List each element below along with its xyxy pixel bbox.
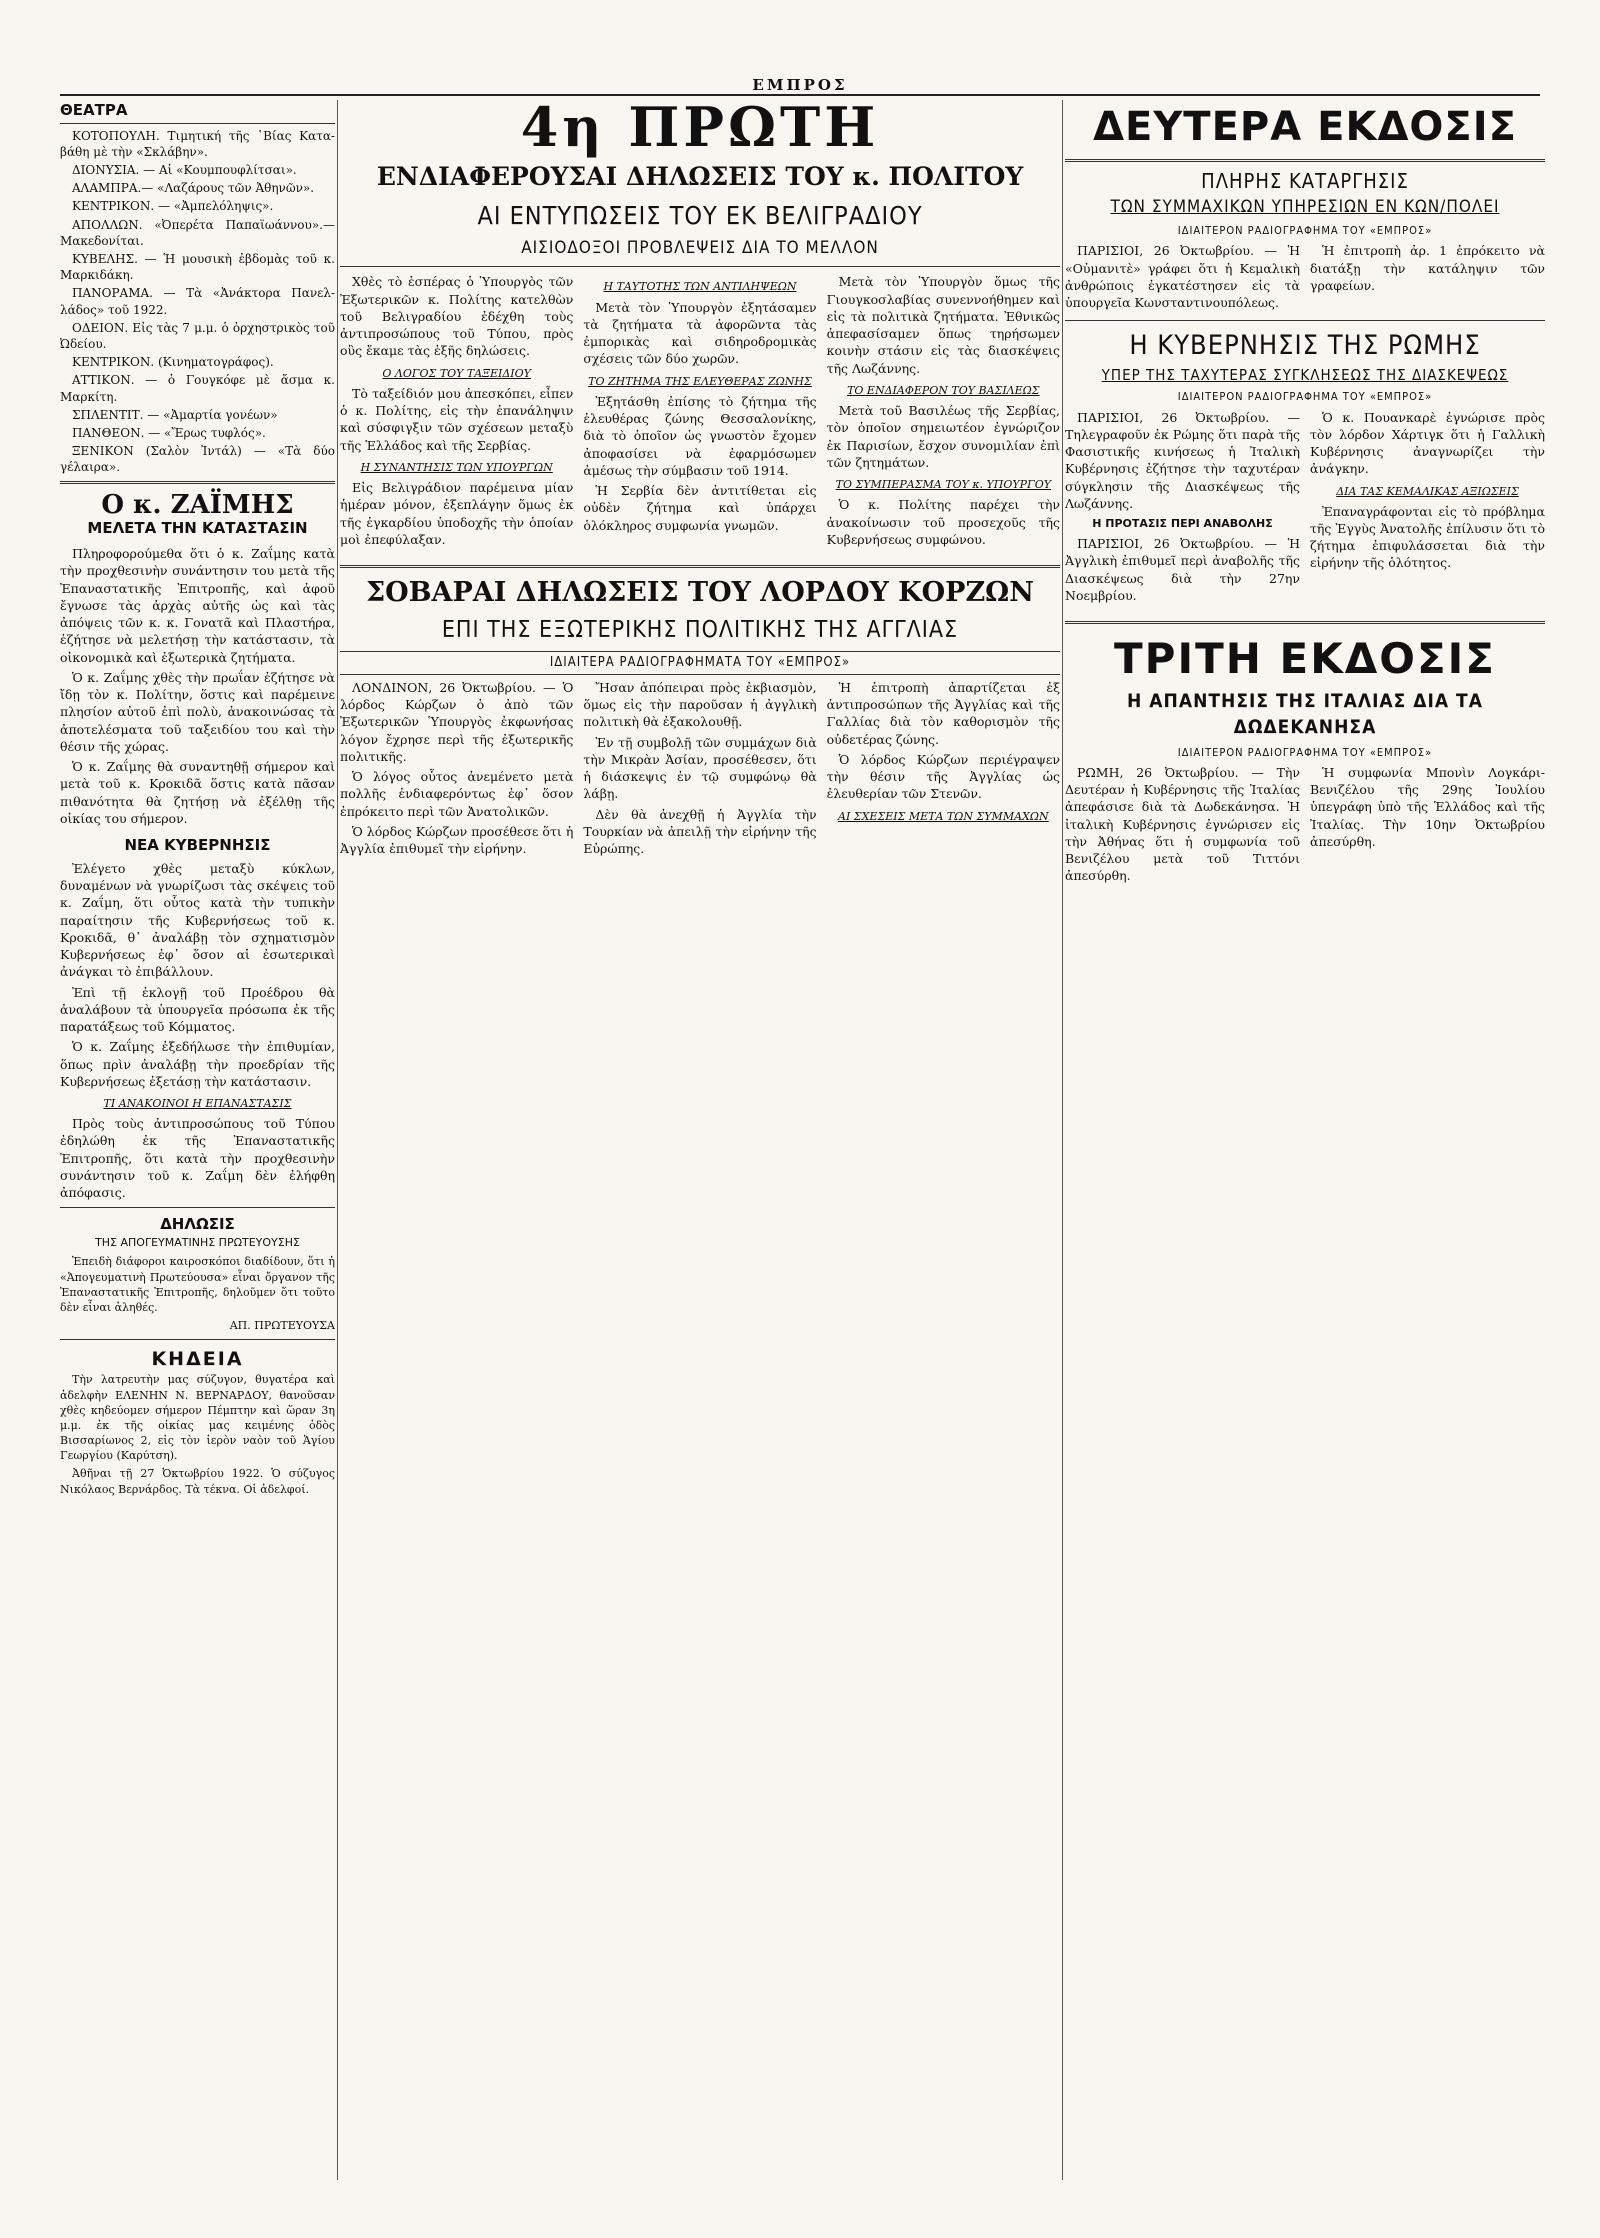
article-paragraph: Εἰς Βελιγράδιον παρέμεινα μίαν ἡμέραν μόνον, ἐξεπλάγην ὅμως ἐκ τῆς ἐγκαρδίου ὑποδοχῆς τὴν ὁποίαν μοὶ ἐπεφύλαξαν. bbox=[340, 480, 574, 547]
article-paragraph: ΠΑΡΙΣΙΟΙ, 26 Ὀκτωβρίου. — Ἡ Ἀγγλικὴ ἐπιθυμεῖ περὶ ἀναβολῆς τῆς Διασκέψεως διὰ τὴν 27ην Νοεμβρίου. bbox=[1065, 536, 1300, 603]
theatre-line: ΠΑΝΘΕΟΝ. — «Ἔρως τυφλός». bbox=[72, 425, 266, 440]
article-paragraph: Ἐπὶ τῇ ἐκλογῇ τοῦ Προέδρου θὰ ἀναλάβουν τὰ ὑπουργεῖα πρόσωπα ἐκ τῆς παρατάξεως τοῦ Κόμματος. bbox=[60, 984, 335, 1035]
notice-subheading: ΤΗΣ ΑΠΟΓΕΥΜΑΤΙΝΗΣ ΠΡΩΤΕΥΟΥΣΗΣ bbox=[95, 1236, 300, 1250]
article-columns bbox=[1065, 242, 1545, 314]
article-paragraph: Ὁ κ. Ζαΐμης ἐξεδήλωσε τὴν ἐπιθυμίαν, ὅπως πρὶν ἀναλάβῃ τὴν προεδρίαν τῆς Κυβερνήσεως ἐξετάσῃ τὴν κατάστασιν. bbox=[60, 1039, 335, 1089]
article-paragraph: Ἐν τῇ συμβολῇ τῶν συμμάχων διὰ τὴν Μικρὰν Ἀσίαν, προσέθεσεν, ὅτι ἡ διάσκεψις ἐν τῷ συμφώνῳ θὰ λάβῃ. bbox=[583, 734, 817, 802]
edition-banner: 4η ΠΡΩΤΗ bbox=[520, 100, 880, 159]
section-heading: ΔΙΑ ΤΑΣ ΚΕΜΑΛΙΚΑΣ ΑΞΙΩΣΕΙΣ bbox=[1336, 484, 1519, 498]
subheadline: ΤΩΝ ΣΥΜΜΑΧΙΚΩΝ ΥΠΗΡΕΣΙΩΝ ΕΝ ΚΩΝ/ΠΟΛΕΙ bbox=[1110, 196, 1500, 217]
section-heading: Η ΤΑΥΤΟΤΗΣ ΤΩΝ ΑΝΤΙΛΗΨΕΩΝ bbox=[603, 280, 797, 294]
article-paragraph: Ὁ λόγος οὗτος ἀνεμένετο μετὰ πολλῆς ἐνδιαφερόντως ἐφ᾽ ὅσον ἐπρόκειτο περὶ τῶν Ἀνατολικῶν. bbox=[340, 769, 574, 819]
theatre-line: ΞΕΝΙΚΟΝ (Σαλὸν Ἰντάλ) — «Τὰ δύο γέλαιρα». bbox=[60, 444, 335, 475]
article-paragraph: Μετὰ τοῦ Βασιλέως τῆς Σερβίας, τὸν ὁποῖον σημειωτέον ἐγνώριζον ἐκ Παρισίων, ἔσχον συνομιλίαν ἐπὶ τῶν ζητημάτων. bbox=[826, 403, 1060, 470]
article-paragraph: ΠΑΡΙΣΙΟΙ, 26 Ὀκτωβρίου. — Ἡ «Οὐμανιτὲ» γράφει ὅτι ἡ Κεμαλικὴ ἀνθρώποις ἐγκατέστησεν εἰς τὰ ὑπουργεῖα Κωνσταντινουπόλεως. bbox=[1065, 243, 1300, 311]
subheadline: ΜΕΛΕΤΑ ΤΗΝ ΚΑΤΑΣΤΑΣΙΝ bbox=[87, 519, 308, 538]
article-paragraph: Ἡ Σερβία δὲν ἀντιτίθεται εἰς οὐδὲν ζήτημα καὶ ὑπάρχει ὁλόκληρος συμφωνία γνωμῶν. bbox=[583, 483, 817, 533]
section-heading: Η ΠΡΟΤΑΣΙΣ ΠΕΡΙ ΑΝΑΒΟΛΗΣ bbox=[1092, 517, 1273, 531]
article-paragraph: Τὸ ταξείδιόν μου ἀπεσκόπει, εἶπεν ὁ κ. Πολίτης, εἰς τὴν ἐπανάληψιν καὶ σύσφιγξιν τῶν σχέσεων μεταξὺ τῆς Ἑλλάδος καὶ τῆς Σερβίας. bbox=[340, 385, 574, 453]
divider bbox=[340, 266, 1060, 267]
article-paragraph: Ἡ συμφωνία Μπονὶν Λογκάρι-Βενιζέλου τῆς 29ης Ἰουλίου ὑπεγράφη ὑπὸ τῆς Ἑλλάδος καὶ τῆς Ἰταλίας. Τὴν 10ην Ὀκτωβρίου ἀπεσύρθη. bbox=[1310, 764, 1545, 849]
divider bbox=[60, 1207, 335, 1208]
article-columns bbox=[340, 679, 1060, 861]
notice-heading: ΔΗΛΩΣΙΣ bbox=[160, 1215, 235, 1234]
notice-paragraph: Ἐπειδὴ διάφοροι καιροσκόποι διαδίδουν, ὅτι ἡ «Ἀπογευματινὴ Πρωτεύουσα» εἶναι ὄργανον τῆς Ἐπαναστατικῆς Ἐπιτροπῆς, δηλοῦμεν ὅτι τοῦτο δὲν εἶναι ἀληθές. bbox=[60, 1255, 335, 1314]
divider bbox=[340, 565, 1060, 568]
article-column bbox=[827, 679, 1060, 861]
wire-label: ΙΔΙΑΙΤΕΡΟΝ ΡΑΔΙΟΓΡΑΦΗΜΑ ΤΟΥ «ΕΜΠΡΟΣ» bbox=[1177, 224, 1433, 238]
article-paragraph: Ὁ κ. Ζαΐμης θὰ συναντηθῇ σήμερον καὶ μετὰ τοῦ κ. Κροκιδᾶ ὅστις κατὰ πᾶσαν πιθανότητα θὰ ζητήσῃ νὰ ἐξέλθῃ τῆς οἰκίας του σήμερον. bbox=[60, 759, 335, 826]
theatre-line: ΑΛΑΜΠΡΑ.— «Λαζάρους τῶν Ἀθηνῶν». bbox=[72, 181, 315, 196]
article-column bbox=[583, 679, 816, 861]
headline: ΕΝΔΙΑΦΕΡΟΥΣΑΙ ΔΗΛΩΣΕΙΣ ΤΟΥ κ. ΠΟΛΙΤΟΥ bbox=[376, 162, 1024, 191]
newspaper-name: ΕΜΠΡΟΣ bbox=[752, 76, 848, 94]
article-paragraph: Ἐλέγετο χθὲς μεταξὺ κύκλων, δυναμένων νὰ γνωρίζωσι τὰς σκέψεις τοῦ κ. Ζαΐμη, ὅτι οὗτος κατὰ τὴν τυπικὴν παραίτησιν τῆς Κυβερνήσεως τοῦ κ. Κροκιδᾶ, θ᾽ ἀναλάβῃ τὸν σχηματισμὸν Κυβερνήσεως ἐφ᾽ ὅσον αἱ ἐσωτερικαὶ ἀνάγκαι τὸ ἐπιβάλλουν. bbox=[60, 860, 335, 980]
article-paragraph: Δὲν θὰ ἀνεχθῇ ἡ Ἀγγλία τὴν Τουρκίαν νὰ ἀπειλῇ τὴν εἰρήνην τῆς Εὐρώπης. bbox=[583, 806, 817, 857]
headline: ΣΟΒΑΡΑΙ ΔΗΛΩΣΕΙΣ ΤΟΥ ΛΟΡΔΟΥ ΚΟΡΖΩΝ bbox=[366, 577, 1034, 609]
section-heading: ΤΟ ΣΥΜΠΕΡΑΣΜΑ ΤΟΥ κ. ΥΠΟΥΡΓΟΥ bbox=[835, 478, 1051, 492]
headline: Η ΚΥΒΕΡΝΗΣΙΣ ΤΗΣ ΡΩΜΗΣ bbox=[1129, 330, 1481, 362]
theatre-line: ΚΕΝΤΡΙΚΟΝ. — «Ἀμπελόληψις». bbox=[72, 199, 274, 214]
theatre-line: ΠΑΝΟΡΑΜΑ. — Τὰ «Ἀνάκτορα Πανελ-λάδος» τοῦ 1922. bbox=[60, 286, 335, 317]
section-heading: ΤΟ ΕΝΔΙΑΦΕΡΟΝ ΤΟΥ ΒΑΣΙΛΕΩΣ bbox=[847, 383, 1040, 397]
article-paragraph: Ὁ λόρδος Κώρζων περιέγραψεν τὴν θέσιν τῆς Ἀγγλίας ὡς ἐλευθερίαν τῶν Στενῶν. bbox=[826, 751, 1060, 802]
left-column bbox=[60, 100, 335, 2180]
theatre-line: ΟΔΕΙΟΝ. Εἰς τὰς 7 μ.μ. ὁ ὀρχηστρικὸς τοῦ Ὠδείου. bbox=[60, 320, 335, 351]
theatre-listing bbox=[60, 128, 335, 476]
article-paragraph: ΠΑΡΙΣΙΟΙ, 26 Ὀκτωβρίου. — Τηλεγραφοῦν ἐκ Ρώμης ὅτι παρὰ τῆς Φασιστικῆς κινήσεως ἡ Ἰταλικὴ Κυβέρνησις ἐζήτησε τὴν ταχυτέραν σύγκλησιν τῆς Διασκέψεως τῆς Λωζάννης. bbox=[1065, 409, 1300, 511]
subheadline: ΕΠΙ ΤΗΣ ΕΞΩΤΕΡΙΚΗΣ ΠΟΛΙΤΙΚΗΣ ΤΗΣ ΑΓΓΛΙΑΣ bbox=[441, 617, 959, 644]
theatre-line: ΣΠΛΕΝΤΙΤ. — «Ἀμαρτία γονέων» bbox=[72, 407, 278, 422]
column-rule bbox=[1062, 100, 1063, 2180]
headline: ΠΛΗΡΗΣ ΚΑΤΑΡΓΗΣΙΣ bbox=[1201, 169, 1409, 194]
article-columns bbox=[1065, 409, 1545, 608]
theatre-line: ΑΤΤΙΚΟΝ. — ὁ Γουγκόφε μὲ ἄσμα κ. Μαρκίτη. bbox=[60, 373, 335, 404]
article-paragraph: ΛΟΝΔΙΝΟΝ, 26 Ὀκτωβρίου. — Ὁ λόρδος Κώρζων ὁ ἀπὸ τῶν Ἐξωτερικῶν Ὑπουργὸς ἐκφωνήσας λόγον ἔχρησε περὶ τῆς ἐξωτερικῆς πολιτικῆς. bbox=[340, 679, 574, 764]
theatre-line: ΔΙΟΝΥΣΙΑ. — Αἱ «Κουμπουφλίτσαι». bbox=[72, 163, 297, 178]
edition-banner: ΤΡΙΤΗ ΕΚΔΟΣΙΣ bbox=[1114, 634, 1496, 684]
article-column bbox=[583, 273, 816, 551]
divider bbox=[60, 481, 335, 484]
article-paragraph: Ὁ κ. Πουανκαρὲ ἐγνώρισε πρὸς τὸν λόρδον Χάρτιγκ ὅτι ἡ Γαλλικὴ Κυβέρνησις ἀναγνωρίζει τὴν ἀνάγκην. bbox=[1310, 409, 1545, 477]
subheadline: ΑΙ ΕΝΤΥΠΩΣΕΙΣ ΤΟΥ ΕΚ ΒΕΛΙΓΡΑΔΙΟΥ bbox=[477, 200, 923, 230]
subheadline: ΑΙΣΙΟΔΟΞΟΙ ΠΡΟΒΛΕΨΕΙΣ ΔΙΑ ΤΟ ΜΕΛΛΟΝ bbox=[521, 238, 879, 258]
article-paragraph: Χθὲς τὸ ἑσπέρας ὁ Ὑπουργὸς τῶν Ἐξωτερικῶν κ. Πολίτης κατελθὼν τοῦ Βελιγραδίου ἐδέχθη τοὺς ἀντιπροσώπους τοῦ Τύπου, πρὸς οὓς ἔκαμε τὰς ἑξῆς δηλώσεις. bbox=[340, 274, 574, 359]
wire-label: ΙΔΙΑΙΤΕΡΑ ΡΑΔΙΟΓΡΑΦΗΜΑΤΑ ΤΟΥ «ΕΜΠΡΟΣ» bbox=[340, 651, 1060, 675]
section-heading: ΤΙ ΑΝΑΚΟΙΝΟΙ Η ΕΠΑΝΑΣΤΑΣΙΣ bbox=[103, 1097, 292, 1111]
article-paragraph: Ἐπαναγράφονται εἰς τὸ πρόβλημα τῆς Ἐγγὺς Ἀνατολῆς ἐπίλυσιν ὅτι τὸ ζήτημα ἐπιφυλάσσεται διὰ τὴν εἰρήνην τῆς ὁλότητος. bbox=[1310, 503, 1545, 571]
article-paragraph: Ἡ ἐπιτροπὴ ἀρ. 1 ἐπρόκειτο νὰ διατάξῃ τὴν κατάληψιν τῶν γραφείων. bbox=[1310, 243, 1545, 293]
center-columns bbox=[340, 100, 1060, 1720]
article-paragraph: Πρὸς τοὺς ἀντιπροσώπους τοῦ Τύπου ἐδηλώθη ἐκ τῆς Ἐπαναστατικῆς Ἐπιτροπῆς, ὅτι κατὰ τὴν προχθεσινὴν συνάντησιν τοῦ κ. Ζαΐμη δὲν ἐλήφθη ἀπόφασις. bbox=[60, 1116, 335, 1201]
theatre-line: ΚΕΝΤΡΙΚΟΝ. (Κινηματογράφος). bbox=[72, 355, 274, 370]
divider bbox=[60, 1339, 335, 1340]
section-heading: Ο ΛΟΓΟΣ ΤΟΥ ΤΑΞΕΙΔΙΟΥ bbox=[382, 366, 531, 380]
article-column bbox=[340, 679, 573, 861]
theatre-heading: ΘΕΑΤΡΑ bbox=[60, 100, 335, 124]
theatre-line: ΚΟΤΟΠΟΥΛΗ. Τιμητική τῆς ῾Βίας Κατα-βάθη μὲ τὴν «Σκλάβην». bbox=[60, 128, 335, 159]
wire-label: ΙΔΙΑΙΤΕΡΟΝ ΡΑΔΙΟΓΡΑΦΗΜΑ ΤΟΥ «ΕΜΠΡΟΣ» bbox=[1177, 390, 1433, 404]
funeral-heading: ΚΗΔΕΙΑ bbox=[151, 1348, 244, 1371]
article-paragraph: Πληροφορούμεθα ὅτι ὁ κ. Ζαΐμης κατὰ τὴν προχθεσινὴν συνάντησιν του μετὰ τῆς Ἐπαναστατικῆς Ἐπιτροπῆς, καὶ ἀφοῦ ἔγνωσε τὰς ἀρχὰς αὐτῆς ὡς καὶ τὰς ἀπόψεις τῶν κ. κ. Γονατᾶ καὶ Πλαστήρα, ἐζήτησε νὰ μελετήσῃ τὴν κατάστασιν, τὰ οἰκονομικὰ καὶ ἐξωτερικὰ ζητήματα. bbox=[60, 546, 335, 665]
article-paragraph: Ὁ κ. Πολίτης παρέχει τὴν ἀνακοίνωσιν τοῦ προσεχοῦς τῆς Κυβερνήσεως συμφώνου. bbox=[826, 497, 1060, 547]
edition-banner: ΔΕΥΤΕΡΑ ΕΚΔΟΣΙΣ bbox=[1065, 100, 1545, 162]
masthead bbox=[60, 76, 1540, 96]
section-heading: ΝΕΑ ΚΥΒΕΡΝΗΣΙΣ bbox=[124, 836, 271, 855]
article-column bbox=[340, 273, 573, 551]
article-paragraph: Ἐξητάσθη ἐπίσης τὸ ζήτημα τῆς ἐλευθέρας ζώνης Θεσσαλονίκης, διὰ τὸ ὁποῖον ὡς γνωστὸν ἔχομεν ἀποφασίσει νὰ ἐφαρμόσωμεν ἀμέσως τὴν σύμβασιν τοῦ 1914. bbox=[583, 393, 817, 478]
notice-signature: ΑΠ. ΠΡΩΤΕΥΟΥΣΑ bbox=[229, 1319, 335, 1333]
wire-label: ΙΔΙΑΙΤΕΡΟΝ ΡΑΔΙΟΓΡΑΦΗΜΑ ΤΟΥ «ΕΜΠΡΟΣ» bbox=[1177, 745, 1433, 759]
section-heading: ΑΙ ΣΧΕΣΕΙΣ ΜΕΤΑ ΤΩΝ ΣΥΜΜΑΧΩΝ bbox=[838, 809, 1049, 823]
theatre-line: ΑΠΟΛΛΩΝ. «Ὀπερέτα Παπαϊωάννου».—Μακεδονίται. bbox=[60, 217, 335, 248]
divider bbox=[1065, 320, 1545, 321]
subheadline: ΥΠΕΡ ΤΗΣ ΤΑΧΥΤΕΡΑΣ ΣΥΓΚΛΗΣΕΩΣ ΤΗΣ ΔΙΑΣΚΕΨΕΩΣ bbox=[1101, 365, 1509, 384]
section-heading: ΤΟ ΖΗΤΗΜΑ ΤΗΣ ΕΛΕΥΘΕΡΑΣ ΖΩΝΗΣ bbox=[588, 374, 812, 388]
column-rule bbox=[337, 100, 338, 2180]
article-paragraph: Μετὰ τὸν Ὑπουργὸν ἐξητάσαμεν τὰ ζητήματα τὰ ἀφορῶντα τὰς ἐμπορικὰς καὶ σιδηροδρομικὰς σχέσεις τῶν δύο χωρῶν. bbox=[583, 299, 817, 367]
article-paragraph: Ἤσαν ἀπόπειραι πρὸς ἐκβιασμὸν, ὅμως εἰς τὴν παροῦσαν ἡ ἀγγλικὴ πολιτικὴ θὰ ἐξακολουθῇ. bbox=[583, 679, 817, 730]
headline: Η ΑΠΑΝΤΗΣΙΣ ΤΗΣ ΙΤΑΛΙΑΣ ΔΙΑ ΤΑ ΔΩΔΕΚΑΝΗΣΑ bbox=[1127, 690, 1483, 739]
article-paragraph: Ὁ λόρδος Κώρζων προσέθεσε ὅτι ἡ Ἀγγλία ἐπιθυμεῖ τὴν εἰρήνην. bbox=[340, 823, 574, 857]
article-columns bbox=[1065, 764, 1545, 888]
article-columns bbox=[340, 273, 1060, 551]
article-paragraph: Μετὰ τὸν Ὑπουργὸν ὅμως τῆς Γιουγκοσλαβίας συνεννοήθημεν καὶ εἰς τὰ πολιτικὰ ζητήματα. Ἐθνικῶς ἀπεφασίσαμεν ὅπως τηρήσωμεν κοινὴν στάσιν εἰς τὰς διασκέψεις τῆς Λωζάννης. bbox=[826, 274, 1060, 376]
right-column bbox=[1065, 100, 1545, 2180]
funeral-notice: Ἀθῆναι τῇ 27 Ὀκτωβρίου 1922. Ὁ σύζυγος Νικόλαος Βερνάρδος. Τὰ τέκνα. Οἱ ἀδελφοί. bbox=[60, 1467, 335, 1496]
article-column bbox=[827, 273, 1060, 551]
headline: Ο κ. ΖΑΪΜΗΣ bbox=[101, 490, 294, 521]
section-heading: Η ΣΥΝΑΝΤΗΣΙΣ ΤΩΝ ΥΠΟΥΡΓΩΝ bbox=[360, 460, 553, 474]
article-paragraph: ΡΩΜΗ, 26 Ὀκτωβρίου. — Τὴν Δευτέραν ἡ Κυβέρνησις τῆς Ἰταλίας ἀπεφάσισε διὰ τὰ Δωδεκάνησα. Ἡ ἰταλικὴ Κυβέρνησις ἐγνώρισεν εἰς τὴν Ἀθήνας ὅτι ἡ συμφωνία τοῦ Βενιζέλου μετὰ τοῦ Τιττόνι ἀπεσύρθη. bbox=[1065, 764, 1300, 884]
article-paragraph: Ἡ ἐπιτροπὴ ἀπαρτίζεται ἐξ ἀντιπροσώπων τῆς Ἀγγλίας καὶ τῆς Γαλλίας διὰ τὸν καθορισμὸν τῆς οὐδετέρας ζώνης. bbox=[826, 679, 1060, 747]
theatre-line: ΚΥΒΕΛΗΣ. — Ἡ μουσικὴ ἐβδομὰς τοῦ κ. Μαρκιδάκη. bbox=[60, 252, 335, 283]
divider bbox=[1065, 621, 1545, 624]
funeral-notice: Τὴν λατρευτὴν μας σύζυγον, θυγατέρα καὶ ἀδελφὴν ΕΛΕΝΗΝ Ν. ΒΕΡΝΑΡΔΟΥ, θανοῦσαν χθὲς κηδεύομεν σήμερον Πέμπτην καὶ ὥραν 3η μ.μ. ἐκ τῆς οἰκίας μας κειμένης ὁδὸς Βισσαρίωνος 2, εἰς τὸν ἱερὸν ναὸν τοῦ Ἁγίου Γεωργίου (Καρύτση). bbox=[60, 1373, 335, 1463]
article-paragraph: Ὁ κ. Ζαΐμης χθὲς τὴν πρωΐαν ἐζήτησε νὰ ἴδῃ τὸν κ. Πολίτην, ὅστις καὶ παρέμεινε πλησίον αὐτοῦ ἐπὶ πολὺ, ἀνακοινώσας τὰ ἀποτελέσματα τοῦ ταξειδίου του καὶ τὴν θέσιν τῆς χώρας. bbox=[60, 669, 335, 754]
